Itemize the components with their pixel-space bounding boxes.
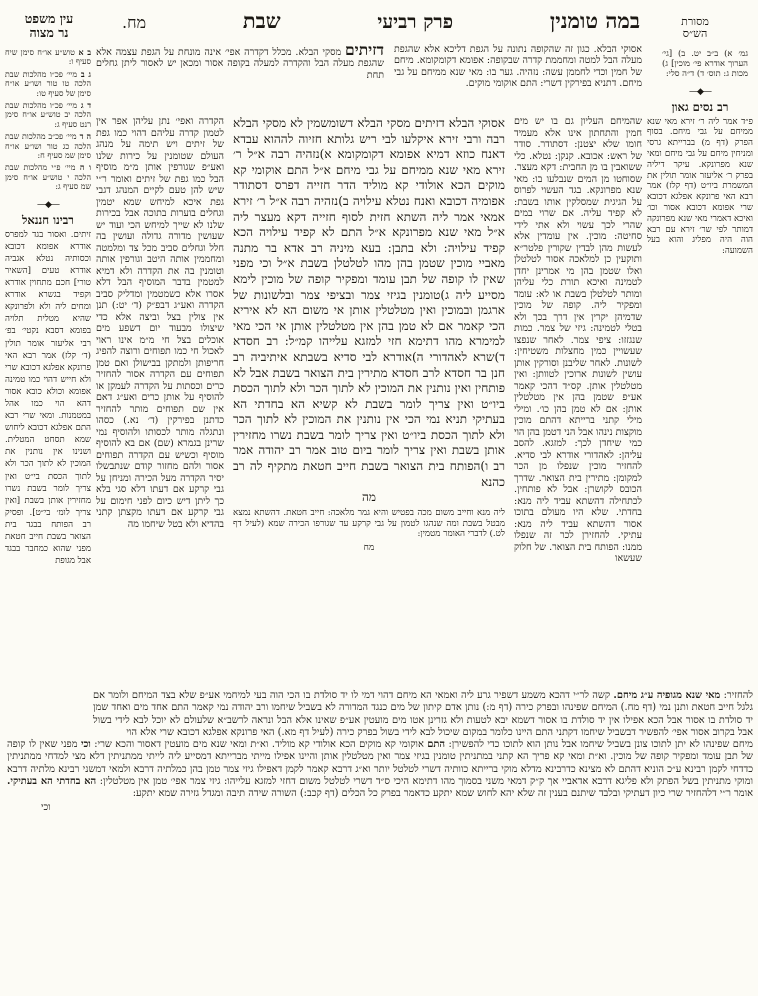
mesoret-notes: גמ׳ א) ב״ב יט. ב) [גי׳ הערוך אודרא פי׳ מוכין] ג) מכות ג: תוס׳ ד) ד״ה סלי: xyxy=(662,48,748,79)
rav-nissim-gaon-title: רב נסים גאון xyxy=(671,99,729,114)
tosafot-bottom-block xyxy=(7,690,753,814)
ein-mishpat-header-line2: נר מצוה xyxy=(29,24,69,40)
rashi-below-gemara: ליה מנא וחייב משום מכה בפטיש והיא גמר מלאכה: חייב חטאת. דהשתא נמצא מבטל בשבת ומה שנהגו לטמון על גבי קרקע עד שגורפו הכירה שמא (לעיל דף לט.) לדברי האומר מטמין: xyxy=(233,508,505,540)
rashi-column: שהמיחם העליון גם בו יש מים חמין והתחתון אינו אלא מעמיד חומו שלא יצטנן: דסתודר. סודר של ראש: אכובא. קנקן: נטלא. כלי ששואבין בו מן החבית: דקא מעצר. שסוחטו מן המים שנבלעו בו: מאי שנא מפרונקא. בגד העשוי לפרוס על הגיגית שמסלקין אותו בשבת: לא קפיד עליה. אם שרוי במים שהרי לכך עשוי ולא אתי לידי סחיטה: מוכין. אין עומדין אלא לעשות מהן לבדין שקורין פלטר״א ותוקעין כן למלאכה אסור לטלטלן ואלו שטמן בהן מי אמרינן יחדן לטמינה ואיכא תורת כלי עליהן ומותר לטלטלן בשבת או לא: עומד ומפקיר ליה. קופה של מוכין שדמיהן יקרין אין דרך בכך ולא בטלי לטמינה: גיזי של צמר. כמות שנגזזו: ציפי צמר. לאחר שנפצו שעשויין כמין מחצלות משטיחין: לשונות. לאחר שליבנן וסורקין אותן עושין לשונות ארוכין לטוותן: ואין מטלטלין אותן. קס״ד דהכי קאמר אע״פ שטמן בהן אין מטלטלין אותן: אם לא טמן בהן כו׳. ומילי מילי קתני ברייתא דהתם מוכין מוקצות נינהו אבל הני דטמן בהן הוי כמי שיחדן לכך: למזגא. להסב עליהן: לאהדורי אודרא לבי סדיא. להחזיר מוכין שנפלו מן הכר למקומן: מתירין בית הצואר. שדרך הכובס לקושרן: אבל לא פותחין. לכתחילה דהשתא עביד ליה מנא: בחדתי. שלא היו מעולם בתוכו אסור דהשתא עביד ליה מנא: עתיקי. להחזירן לכר זה שנפלו ממנו: הפותח בית הצואר. של חלוק שעשאו xyxy=(514,116,642,564)
gemara-column xyxy=(233,116,505,704)
rabbeinu-chananel-text: זיתים. ואסור בגד למפרס אודרא אפומא דכובא וכסותיה נטלא אגביה אודרא טעים [השאיר טורי] חכם מתחוין אודרא וקפיד בגשרא אודרא ומחים ליה ולא ולפרונקא שהיא מטלית תלויה בפומא דסבא נקטי׳ בפ׳ רבי אליעזר אומר תולין (ד׳ קלז) אמר רבא האי פרונקא אפלגא דכובא שרי ולא חייש דהוי כמו טמינה אפומא וכולא כובא אסור דהא הוי כמו אהל במטמנות. ומאי שרי רבא התם אפלגא דכובא ליחוש שמא תסחט המטלית. ושנינו אין נותנין את המוכין לא לתוך הכר ולא לתוך הכסת בי״ט ואין צריך לומר בשבת נשרו מחזירין אותן בשבת [ואין צריך לומ׳ בי״ט]. ופסיק רב הפותח בבגד בית הצואר בשבת חייב חטאת מפני שהוא כמחבר בבגד אבל מגופת xyxy=(5,229,91,567)
ein-mishpat-header xyxy=(6,12,92,39)
daf-header xyxy=(122,8,640,34)
top-band xyxy=(96,44,642,114)
ein-mishpat-entry: ג ב מיי׳ פכ״ו מהלכות שבת הלכה טו טור ושו״ע או״ח סימן של סעיף טו: xyxy=(5,69,91,98)
right-margin xyxy=(644,48,756,257)
chapter-title: במה טומנין xyxy=(549,8,640,33)
mesoret-hashas-header xyxy=(658,16,732,40)
ornament-divider xyxy=(13,199,83,211)
tosafot-bottom-part1: להחזיר: מאי שנא מגופיה ע״ג מיחם. קשה לר״י דהכא משמע דשפיר גרע ליה ואמאי הא מיחם דהוי דמי לו יד סולדת בו הכי הוה בעי למיחמי אע״פ שלא בצד המיחם ולומר אם גלגל חייב חטאת ותנן נמי (דף מח.) המיחם שפינהו ובפרק כירה (דף מ:) נותן אדם קיתון של מים כנגד המדורה לא בשביל שיחמו ורב יהודה נמי קאמר התם אחד מים ואחד שמן יד סולדת בו אסור אבל הכא אפילו אין יד סולדת בו אסור דשמא יבא לטעות ולא גזרינן אטו מים מועטין אע״פ שאינו אלא הבל ונראה לרשב״א שלעולם לא יוכל לבא לידי בשול אבל בקרוב אסור אפי׳ להפשיר דבשביל שיחמו דקתני התם היינו כלומר במקום שיכול לבא לידי בשול בפרק כירה (לעיל דף מא.) האי פרונקא אפלגא דכובא שרי אלא הוי xyxy=(93,690,753,738)
left-margin xyxy=(3,46,93,801)
ein-mishpat-entry: ה ד מיי׳ פכ״ב מהלכות שבת הלכה כג טור ושו״ע או״ח סימן שמ סעיף ח: xyxy=(5,132,92,161)
tosafot-top: דזיתים מסקי הבלא. מכלל דקדרה אפי׳ אינה מונחת על הגפת עצמה אלא שהגפת מעלה הבל והקדרה למעלה בקופה אסור ומכאן יש לאסור ליתן גחלים תחת xyxy=(96,44,384,81)
mesoret-hashas-header-line2: הש״ס xyxy=(682,27,708,40)
gemara-text: אסוקי הבלא דזיתים מסקי הבלא דשומשמין לא מסקי הבלא רבה ורבי זירא איקלעו לבי ריש גלותא חזיוה לההוא עבדא דאנח כוזא דמיא אפומא דקומקומא א)נזהיה רבה א״ל ר׳ זירא מאי שנא ממיחם על גבי מיחם א״ל התם אוקומי קא מוקים הכא אולודי קא מוליד הדר חזייה דפרס דסתודר אפומיה דכובא ואנח נטלא עילויה ב)נזהיה רבה א״ל ר׳ זירא אמאי אמר ליה השתא חזית לסוף חזייה דקא מעצר ליה א״ל מאי שנא מפרונקא א״ל התם לא קפיד עילויה הכא קפיד עילויה: ולא בתבן: בעא מיניה רב אדא בר מתנה מאביי מוכין שטמן בהן מהו לטלטלן בשבת א״ל וכי מפני שאין לו קופה של תבן עומד ומפקיר קופה של מוכין לימא מסייע ליה ג)טומנין בגיזי צמר ובציפי צמר ובלשונות של ארגמן ובמוכין ואין מטלטלין אותן אי משום הא לא איריא הכי קאמר אם לא טמן בהן אין מטלטלין אותן אי הכי מאי למימרא מהו דתימא חזי למזגא עלייהו קמ״ל: רב חסדא ד)שרא לאהדורי ה)אודרא לבי סדיא בשבתא איתיביה רב חנן בר חסדא לרב חסדא מתירין בית הצואר בשבת אבל לא פותחין ואין נותנין את המוכין לא לתוך הכר ולא לתוך הכסת ביו״ט ואין צריך לומר בשבת לא קשיא הא בחדתי הא בעתיקי תניא נמי הכי אין נותנין את המוכין לא לתוך הכר ולא לתוך הכסת ביו״ט ואין צריך לומר בשבת נשרו מחזירין אותן בשבת ואין צריך לומר ביום טוב אמר רב יהודה אמר רב ו)הפותח בית הצואר בשבת חייב חטאת מתקיף לה רב כהנא xyxy=(233,116,505,489)
mesoret-hashas-header-line1: מסורת xyxy=(681,15,709,28)
tosafot-column: הקדרה ואפי׳ נתן עליהן אפר אין לטמון קדרה עליהם דהוי כמו גפת של זיתים ויש תימה על מנהג העולם שטומנין על כירות שלנו ואע״פ שגורפין אותן מ״מ מוסיף הבל כמו גפת של זיתים ואומר ר״י שיש להן טעם לקיים המנהג דגבי גפת איכא למיחש שמא יטמין וגחלים בוערות בתוכה אבל בכירות שלנו לא שייך למיחש הכי ועוד יש שעושין מדורה גדולה ועושין בה חלל וגחלים סביב מכל צד ומלמטה ומחממין אותה היטב וגורפין אותה וטומנין בה את הקדרה ולא דמיא למטמין בדבר המוסיף הבל דלא אסרו אלא כשמטמין ומדליק סביב הקדרה ואע״ג דבפ״ק (ד׳ יט:) תנן אין צולין בצל וביצה אלא כדי שיצולו מבעוד יום דשפע מים אוכלים בצל חי מ״מ אינו ראוי לאכול חי כמו תפוחים ורוצה להפיג חריפותן ולמתקן בבישולן ואם טמן תפוחים עם הקדרה אסור להחזיר כרים וכסתות על הקדרה לעמקן או להוסיף על אותן כרים ואע״ג דאם אין שם תפוחים מותר להחזיר כדתנן בפירקין (ד׳ נא.) כסהו ונתגלה מותר לכסותו ולהוסיף נמי שרינן בגמרא (שם) אם בא להוסיף מוסיף וכשיש עם הקדרה תפוחים אסור ולהם מחזור קודם שנתבשלו יסיר הקדרה מעל הכירה ומניחן על גבי קרקע אם דעתו דלא סגי בלא כך ליתן דיש כיום לפני חימום על גבי קרקע אם דעתו מקצתן קתני בהדיא ולא בטל שיחמו מה xyxy=(96,116,224,530)
rabbeinu-chananel-title: רבינו חננאל xyxy=(22,212,74,227)
gemara-hanging-word: מה xyxy=(361,490,376,505)
main-text-area xyxy=(96,44,642,704)
folio-mark: מח xyxy=(363,543,375,554)
ein-mishpat-entries xyxy=(3,46,93,192)
daf-number: מח. xyxy=(122,13,147,32)
ein-mishpat-entry: ו ה מיי׳ פ״י מהלכות שבת הלכה י טוש״ע או״ח סימן שמ סעיף ג: xyxy=(5,163,91,192)
ein-mishpat-entry: ד ג מיי׳ פכ״ו מהלכות שבת הלכה יב טוש״ע או״ח סימן רנט סעיף ג: xyxy=(5,101,91,129)
tosafot-bottom-part2: מיחם שפינהו לא יתן לתוכו צונן בשביל שיחמו אבל נותן הוא לתוכו כדי להפשירן: התם אוקומי קא מוקים הכא אולודי קא מוליד. וא״ת ומאי שנא מים מועטין דאסור והכא שרי: וכי מפני שאין לו קופה של תבן עומד ומפקיר קופה של מוכין. וא״ת ומאי קא פריך הא קתני במתניתין טומנין בגיזי צמר ואין מטלטלין אותן והיינו אפילו מייתי מברייתא דמסייע ליה לייתי ממתניתין דלא מצי למדחי ממתניתין כדדחי לקמן רבינא ע״כ הוניא דהתם לא מצינא כדרבינא מדלא מוקי ברייתא כוותיה דשרי לטלטל יותר וא״ג דרבא קאמר לקמן דאפילו גיזי צמר טמן בהן כמלתיה דרבא ולמאי דמשני רבינא מלתיה דרבא ומוקי מתניתין בשל הפתק ולא פליגא דרבא אדאביי אך ק״ק דמאי משני בסמוך מהו דתימא היכי ס״ד דשרי לטלטל משום דחזי למזגא עלייהו: גיזי צמר אפי׳ טמן אין מטלטלין: הא בחדתי הא בעתיקי. אומר ר״י דלהחזיר שרי כיון דעתיקי ובלבד שיתנם בענין זה שלא יהא לחוש שמא יתקע כדאמר בפרק כל הכלים (דף קכב:) השורה שידה תיבה ומגדל גזירה שמא יתקע: xyxy=(7,739,754,800)
masechet-title: שבת xyxy=(242,8,281,33)
rav-nissim-gaon-text: פ״ד אמר ליה ר׳ זירא מאי שנא ממיחם על גבי מיחם. בסוף הפרק (דף מ) בברייתא גרסי ומניחין מיחם על גבי מיחם ומאי שנא מפרונקא. עיקר דיליה בפרק ר׳ אליעזר אומר תולין את המשמרת ביו״ט (דף קלז) אמר רבא האי פרונקא אפלגא דכובא שרי אפומא דכובא אסור וכו׳ ואיכא דאמרי מאי שנא מפרונקה דמותר לפי שר׳ זירא עם רבא הוה היה מפליג והוא בעל השמועה: xyxy=(647,116,753,257)
ein-mishpat-entry: ב א טוש״ע או״ח סימן שיח סעיף ו: xyxy=(5,48,91,67)
ornament-divider xyxy=(654,86,746,98)
mid-band xyxy=(96,116,642,704)
catchword: וכי xyxy=(41,801,51,813)
ein-mishpat-header-line1: עין משפט xyxy=(24,11,74,26)
perek-title: פרק רביעי xyxy=(377,11,454,33)
rashi-top: אסוקי הבלא. כגון זה שהקופה נתונה על הגפת דליכא אלא שהגפת מעלה הבל למטה ומחממת קדרה שבקופה: אפומא דקומקומא. מיחם של חמין וכדי לחממן עשה: נזהיה. גער בו: מאי שנא ממיחם על גבי מיחם. דתניא בפירקין דשרי: התם אוקומי מוקים. xyxy=(394,44,642,90)
